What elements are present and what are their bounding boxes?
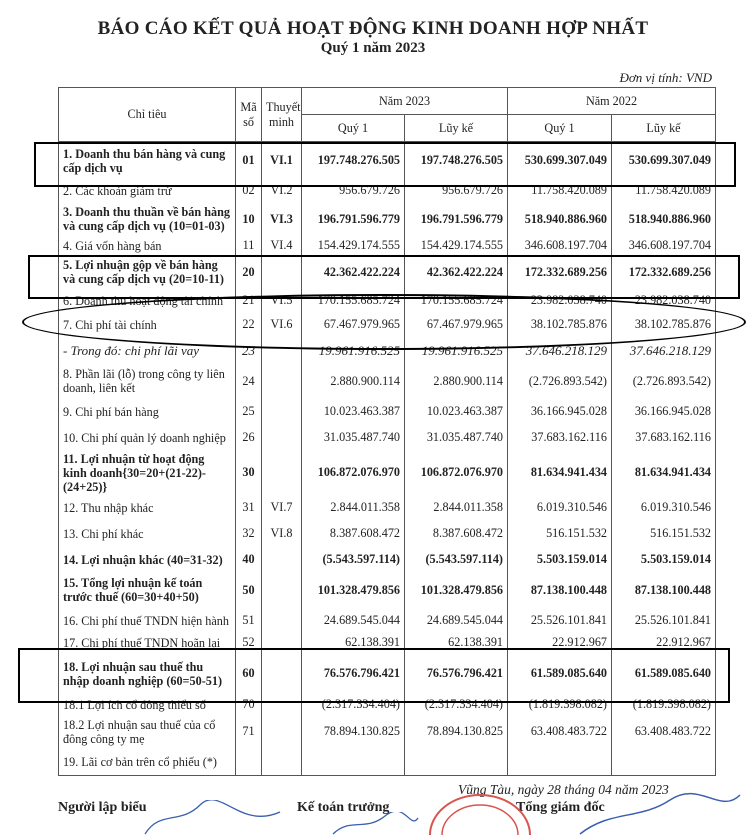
chief-accountant-label: Kế toán trưởng — [297, 800, 390, 815]
highlight-box-gross-profit — [28, 255, 740, 299]
row-code: 51 — [236, 608, 262, 634]
row-ytd-2023: 2.844.011.358 — [405, 495, 508, 521]
row-note — [262, 451, 302, 495]
row-q1-2022: (1.819.398.082) — [508, 696, 612, 714]
row-ytd-2022: 37.646.218.129 — [612, 338, 716, 364]
row-q1-2023: 31.035.487.740 — [302, 425, 405, 451]
row-code: 01 — [236, 142, 262, 180]
preparer-label: Người lập biểu — [58, 800, 147, 815]
row-q1-2022: 346.608.197.704 — [508, 237, 612, 255]
row-ytd-2023: 101.328.479.856 — [405, 573, 508, 608]
header-ytd-2022: Lũy kế — [612, 115, 716, 142]
row-q1-2022: 6.019.310.546 — [508, 495, 612, 521]
row-indicator: 11. Lợi nhuận từ hoạt động kinh doanh{30=20+(21-22)-(24+25)} — [59, 451, 236, 495]
report-title: BÁO CÁO KẾT QUẢ HOẠT ĐỘNG KINH DOANH HỢP NHẤT — [97, 18, 649, 39]
row-q1-2023: 956.679.726 — [302, 180, 405, 202]
row-code: 70 — [236, 696, 262, 714]
row-ytd-2023: 197.748.276.505 — [405, 142, 508, 180]
row-ytd-2023: 106.872.076.970 — [405, 451, 508, 495]
row-q1-2023: 101.328.479.856 — [302, 573, 405, 608]
director-label: Tổng giám đốc — [516, 800, 605, 815]
row-q1-2023: 42.362.422.224 — [302, 255, 405, 290]
row-ytd-2022: 172.332.689.256 — [612, 255, 716, 290]
row-ytd-2023: (2.317.334.404) — [405, 696, 508, 714]
row-code: 40 — [236, 547, 262, 573]
row-ytd-2022: 346.608.197.704 — [612, 237, 716, 255]
row-ytd-2023: 19.961.916.525 — [405, 338, 508, 364]
header-indicator: Chỉ tiêu — [59, 88, 236, 142]
row-q1-2022: (2.726.893.542) — [508, 364, 612, 399]
row-code: 25 — [236, 399, 262, 425]
row-note — [262, 425, 302, 451]
row-note — [262, 608, 302, 634]
row-ytd-2023: 42.362.422.224 — [405, 255, 508, 290]
row-q1-2023: 106.872.076.970 — [302, 451, 405, 495]
header-code: Mã số — [236, 88, 262, 142]
row-q1-2023: 78.894.130.825 — [302, 714, 405, 750]
row-code: 10 — [236, 202, 262, 237]
row-ytd-2022: 23.982.038.740 — [612, 290, 716, 312]
row-code: 02 — [236, 180, 262, 202]
row-q1-2023: 2.880.900.114 — [302, 364, 405, 399]
row-ytd-2022: 25.526.101.841 — [612, 608, 716, 634]
row-code: 20 — [236, 255, 262, 290]
row-q1-2022: 25.526.101.841 — [508, 608, 612, 634]
row-ytd-2023: 2.880.900.114 — [405, 364, 508, 399]
preparer-signature — [140, 800, 290, 835]
header-q1-2023: Quý 1 — [302, 115, 405, 142]
row-note: VI.3 — [262, 202, 302, 237]
row-q1-2023: 62.138.391 — [302, 634, 405, 652]
row-ytd-2023: 76.576.796.421 — [405, 652, 508, 696]
row-q1-2022: 38.102.785.876 — [508, 312, 612, 338]
row-ytd-2023 — [405, 750, 508, 776]
row-indicator: 17. Chi phí thuế TNDN hoãn lại — [59, 634, 236, 652]
row-ytd-2022: 38.102.785.876 — [612, 312, 716, 338]
row-indicator: 18. Lợi nhuận sau thuế thu nhập doanh nghiệp (60=50-51) — [59, 652, 236, 696]
row-q1-2022 — [508, 750, 612, 776]
row-note: VI.1 — [262, 142, 302, 180]
accountant-signature — [330, 812, 420, 835]
highlight-ellipse-financial — [22, 294, 746, 350]
row-q1-2022: 23.982.038.740 — [508, 290, 612, 312]
row-code: 22 — [236, 312, 262, 338]
row-indicator: 10. Chi phí quản lý doanh nghiệp — [59, 425, 236, 451]
row-ytd-2023: 67.467.979.965 — [405, 312, 508, 338]
table-row — [59, 237, 716, 255]
row-indicator: 7. Chi phí tài chính — [59, 312, 236, 338]
row-ytd-2022: 11.758.420.089 — [612, 180, 716, 202]
row-indicator: 19. Lãi cơ bản trên cổ phiếu (*) — [59, 750, 236, 776]
row-note — [262, 399, 302, 425]
row-q1-2022: 37.646.218.129 — [508, 338, 612, 364]
row-note — [262, 750, 302, 776]
highlight-box-revenue — [34, 142, 736, 187]
table-row — [59, 495, 716, 521]
table-row — [59, 451, 716, 495]
row-code: 21 — [236, 290, 262, 312]
table-row — [59, 364, 716, 399]
row-ytd-2022: 518.940.886.960 — [612, 202, 716, 237]
row-ytd-2022: (2.726.893.542) — [612, 364, 716, 399]
row-q1-2023: (5.543.597.114) — [302, 547, 405, 573]
row-ytd-2022 — [612, 750, 716, 776]
row-q1-2022: 518.940.886.960 — [508, 202, 612, 237]
row-note — [262, 573, 302, 608]
row-ytd-2022: 530.699.307.049 — [612, 142, 716, 180]
row-indicator: 4. Giá vốn hàng bán — [59, 237, 236, 255]
row-code: 24 — [236, 364, 262, 399]
row-q1-2023: 76.576.796.421 — [302, 652, 405, 696]
row-q1-2022: 87.138.100.448 — [508, 573, 612, 608]
row-code: 31 — [236, 495, 262, 521]
row-q1-2023: 19.961.916.525 — [302, 338, 405, 364]
row-indicator: 1. Doanh thu bán hàng và cung cấp dịch vụ — [59, 142, 236, 180]
row-code: 50 — [236, 573, 262, 608]
row-note: VI.5 — [262, 290, 302, 312]
table-row — [59, 573, 716, 608]
row-q1-2022: 11.758.420.089 — [508, 180, 612, 202]
row-q1-2022: 22.912.967 — [508, 634, 612, 652]
row-ytd-2023: 956.679.726 — [405, 180, 508, 202]
row-ytd-2023: (5.543.597.114) — [405, 547, 508, 573]
row-code: 30 — [236, 451, 262, 495]
row-q1-2022: 37.683.162.116 — [508, 425, 612, 451]
row-indicator: 8. Phần lãi (lỗ) trong công ty liên doanh, liên kết — [59, 364, 236, 399]
table-row — [59, 202, 716, 237]
row-ytd-2023: 62.138.391 — [405, 634, 508, 652]
row-ytd-2022: 6.019.310.546 — [612, 495, 716, 521]
row-ytd-2022: 81.634.941.434 — [612, 451, 716, 495]
row-ytd-2023: 170.155.685.724 — [405, 290, 508, 312]
row-code: 32 — [236, 521, 262, 547]
row-indicator: 16. Chi phí thuế TNDN hiện hành — [59, 608, 236, 634]
row-q1-2022: 5.503.159.014 — [508, 547, 612, 573]
highlight-box-net-profit — [18, 648, 730, 703]
row-note — [262, 547, 302, 573]
row-indicator: 6. Doanh thu hoạt động tài chính — [59, 290, 236, 312]
row-q1-2022: 530.699.307.049 — [508, 142, 612, 180]
table-row — [59, 521, 716, 547]
row-indicator: 12. Thu nhập khác — [59, 495, 236, 521]
row-q1-2023 — [302, 750, 405, 776]
report-date: Vũng Tàu, ngày 28 tháng 04 năm 2023 — [458, 782, 669, 797]
row-code: 11 — [236, 237, 262, 255]
company-stamp — [430, 795, 530, 835]
row-q1-2023: 67.467.979.965 — [302, 312, 405, 338]
row-note: VI.7 — [262, 495, 302, 521]
row-q1-2023: 196.791.596.779 — [302, 202, 405, 237]
row-q1-2023: 154.429.174.555 — [302, 237, 405, 255]
row-ytd-2022: 5.503.159.014 — [612, 547, 716, 573]
row-ytd-2022: 63.408.483.722 — [612, 714, 716, 750]
row-indicator: 13. Chi phí khác — [59, 521, 236, 547]
row-q1-2022: 172.332.689.256 — [508, 255, 612, 290]
row-code: 26 — [236, 425, 262, 451]
row-note — [262, 364, 302, 399]
row-indicator: 3. Doanh thu thuần về bán hàng và cung cấp dịch vụ (10=01-03) — [59, 202, 236, 237]
row-ytd-2023: 78.894.130.825 — [405, 714, 508, 750]
row-indicator: 14. Lợi nhuận khác (40=31-32) — [59, 547, 236, 573]
row-q1-2022: 63.408.483.722 — [508, 714, 612, 750]
row-ytd-2022: 516.151.532 — [612, 521, 716, 547]
signature-stroke — [580, 794, 740, 834]
row-q1-2023: 24.689.545.044 — [302, 608, 405, 634]
header-note: Thuyết minh — [262, 88, 302, 142]
row-code: 23 — [236, 338, 262, 364]
signature-stamp — [410, 790, 746, 835]
report-subtitle: Quý 1 năm 2023 — [320, 40, 426, 56]
row-ytd-2023: 31.035.487.740 — [405, 425, 508, 451]
row-ytd-2022: 22.912.967 — [612, 634, 716, 652]
row-q1-2022: 516.151.532 — [508, 521, 612, 547]
row-q1-2023: 197.748.276.505 — [302, 142, 405, 180]
row-note: VI.6 — [262, 312, 302, 338]
currency-unit: Đơn vị tính: VND — [619, 70, 712, 85]
table-row — [59, 714, 716, 750]
row-ytd-2023: 196.791.596.779 — [405, 202, 508, 237]
table-row — [59, 750, 716, 776]
row-q1-2023: 10.023.463.387 — [302, 399, 405, 425]
row-q1-2022: 61.589.085.640 — [508, 652, 612, 696]
header-ytd-2023: Lũy kế — [405, 115, 508, 142]
table-row — [59, 399, 716, 425]
row-ytd-2022: 87.138.100.448 — [612, 573, 716, 608]
table-row — [59, 547, 716, 573]
row-indicator: - Trong đó: chi phí lãi vay — [59, 338, 236, 364]
row-note: VI.4 — [262, 237, 302, 255]
row-indicator: 9. Chi phí bán hàng — [59, 399, 236, 425]
row-code — [236, 750, 262, 776]
row-q1-2023: 170.155.685.724 — [302, 290, 405, 312]
row-indicator: 15. Tổng lợi nhuận kế toán trước thuế (60=30+40+50) — [59, 573, 236, 608]
row-indicator: 18.2 Lợi nhuận sau thuế của cổ đông công ty mẹ — [59, 714, 236, 750]
header-q1-2022: Quý 1 — [508, 115, 612, 142]
row-q1-2023: 2.844.011.358 — [302, 495, 405, 521]
row-ytd-2022: 37.683.162.116 — [612, 425, 716, 451]
header-year-2023: Năm 2023 — [302, 88, 508, 115]
row-code: 71 — [236, 714, 262, 750]
row-indicator: 18.1 Lợi ích cổ đông thiểu số — [59, 696, 236, 714]
row-ytd-2022: 36.166.945.028 — [612, 399, 716, 425]
row-q1-2023: 8.387.608.472 — [302, 521, 405, 547]
row-note — [262, 714, 302, 750]
row-ytd-2022: (1.819.398.082) — [612, 696, 716, 714]
row-code: 52 — [236, 634, 262, 652]
row-indicator: 5. Lợi nhuận gộp về bán hàng và cung cấp dịch vụ (20=10-11) — [59, 255, 236, 290]
row-code: 60 — [236, 652, 262, 696]
row-ytd-2023: 10.023.463.387 — [405, 399, 508, 425]
table-row — [59, 608, 716, 634]
row-q1-2022: 36.166.945.028 — [508, 399, 612, 425]
row-note: VI.8 — [262, 521, 302, 547]
row-ytd-2023: 8.387.608.472 — [405, 521, 508, 547]
row-ytd-2023: 154.429.174.555 — [405, 237, 508, 255]
row-q1-2023: (2.317.334.404) — [302, 696, 405, 714]
row-ytd-2023: 24.689.545.044 — [405, 608, 508, 634]
header-year-2022: Năm 2022 — [508, 88, 716, 115]
row-ytd-2022: 61.589.085.640 — [612, 652, 716, 696]
table-row — [59, 425, 716, 451]
row-note: VI.2 — [262, 180, 302, 202]
row-indicator: 2. Các khoản giảm trừ — [59, 180, 236, 202]
row-q1-2022: 81.634.941.434 — [508, 451, 612, 495]
company-stamp-inner — [442, 805, 518, 835]
